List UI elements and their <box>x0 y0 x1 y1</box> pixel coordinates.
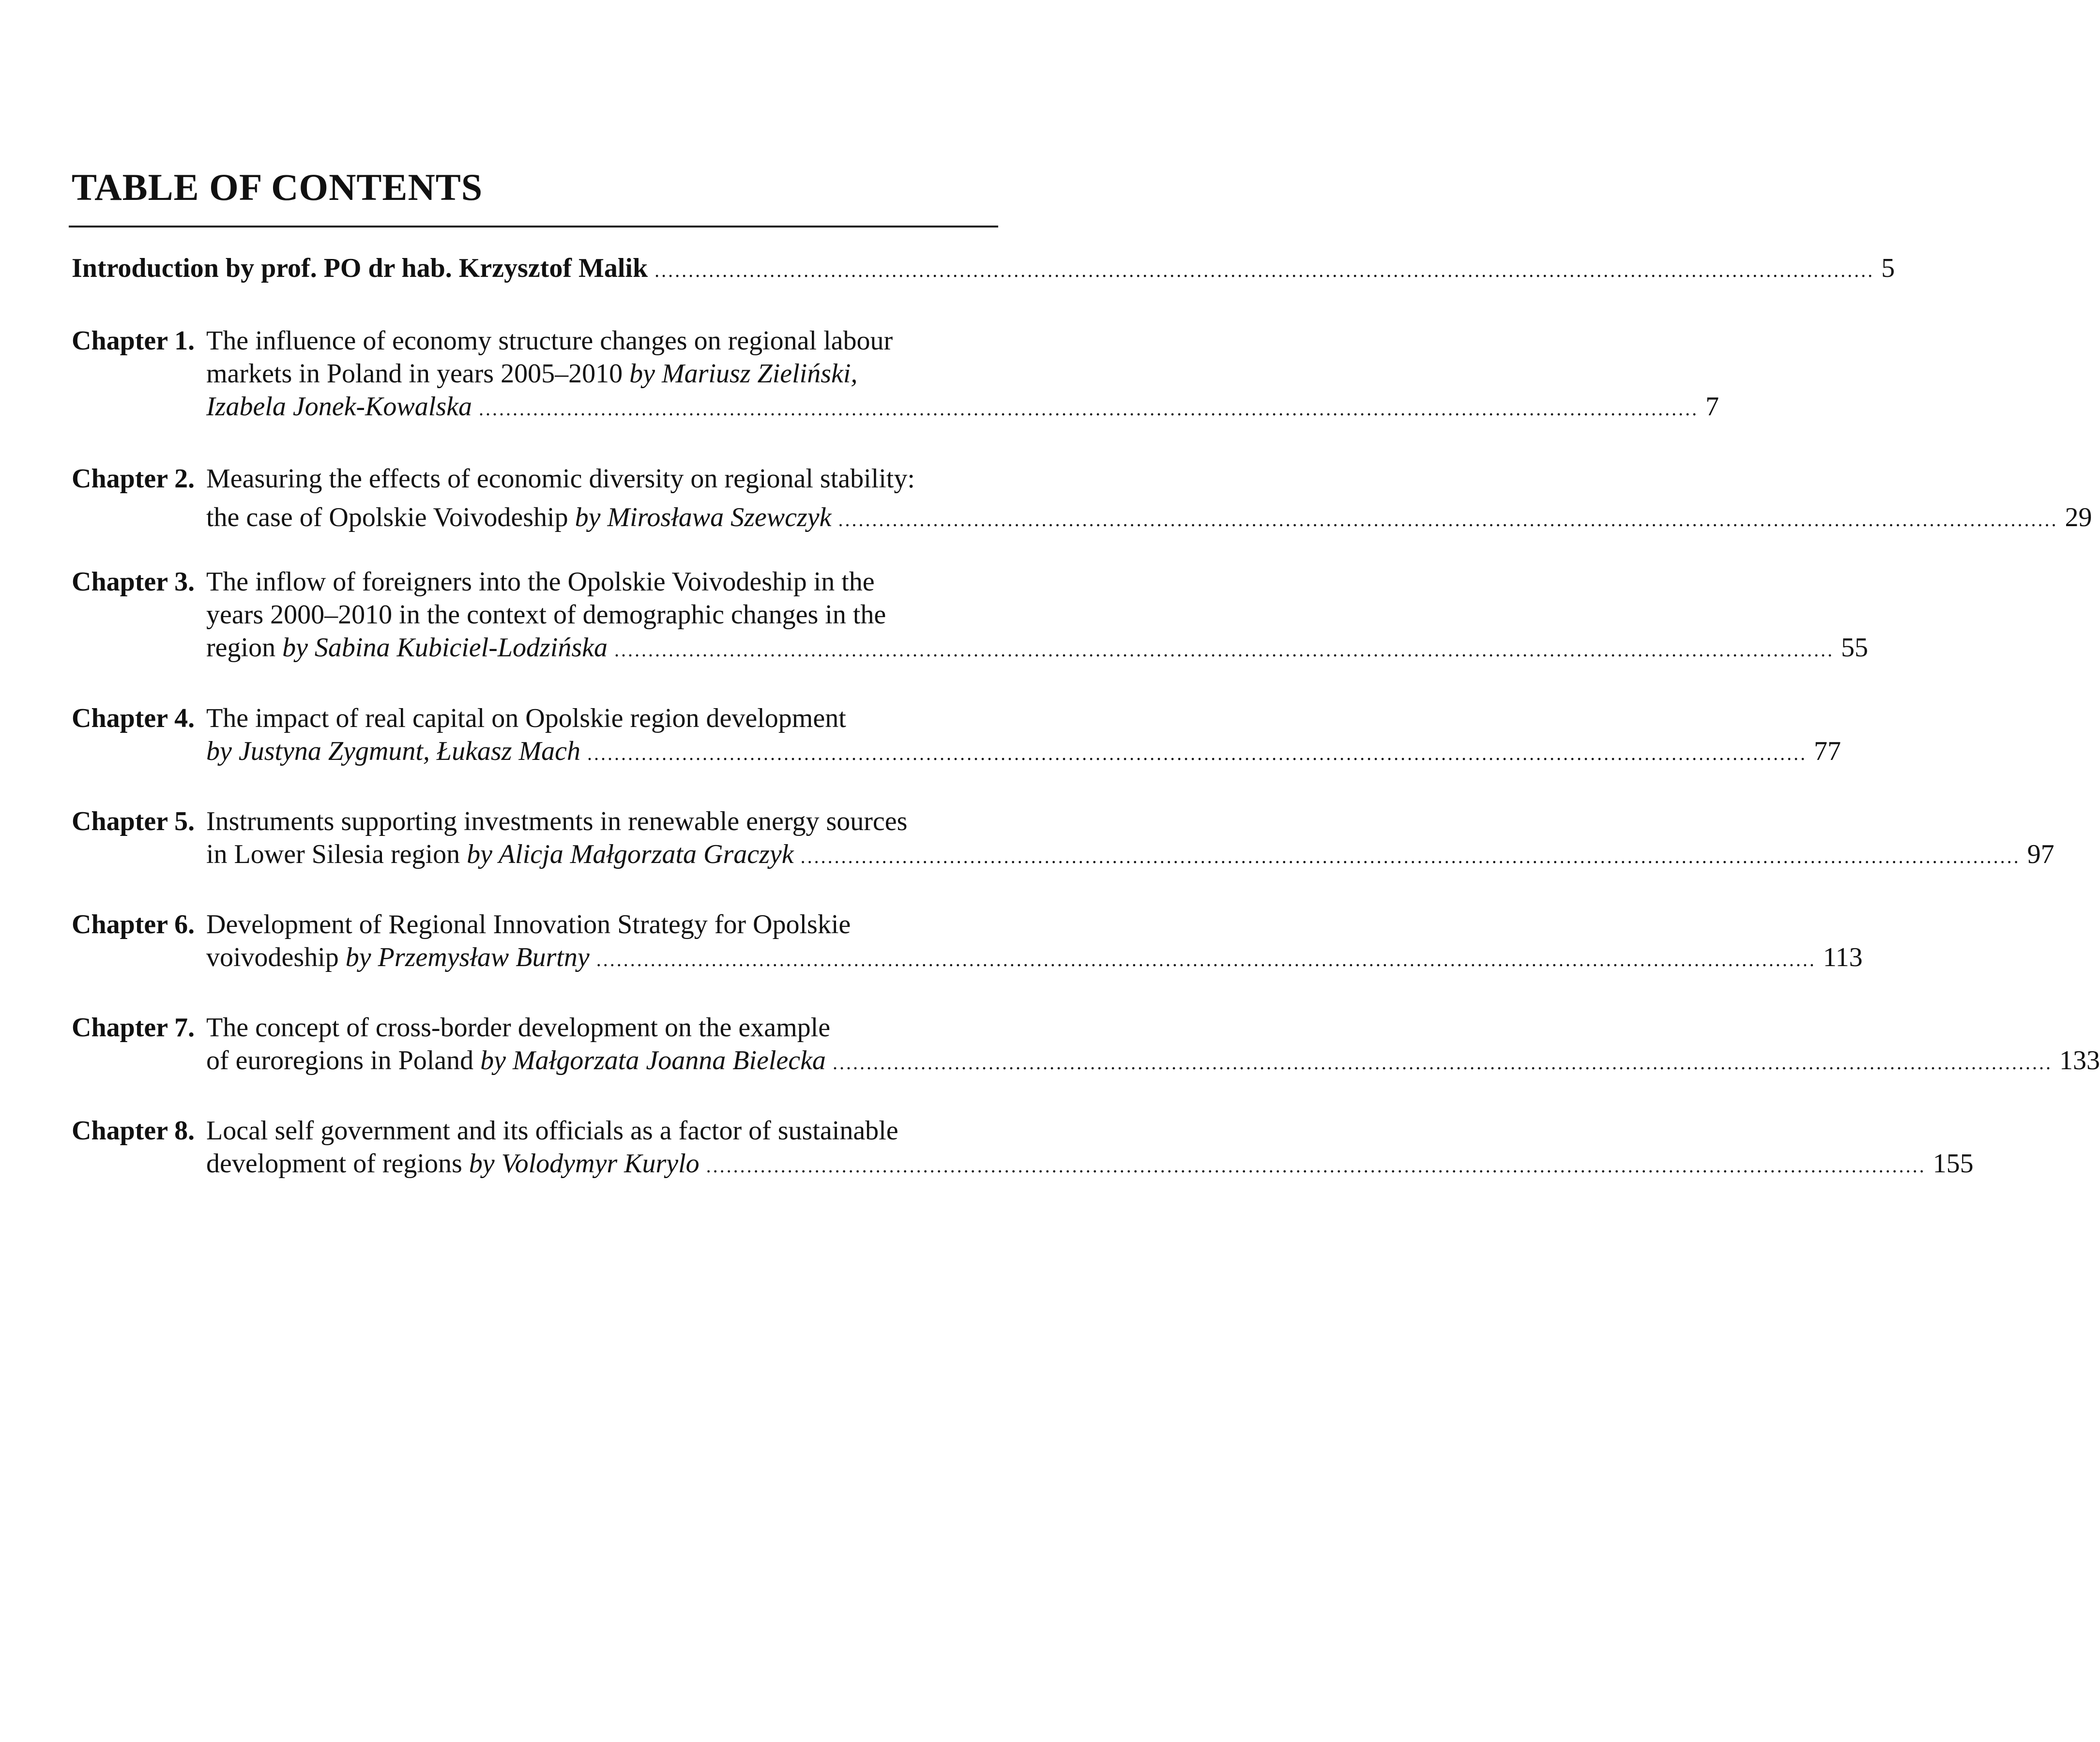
title-divider <box>69 226 998 227</box>
chapter-author: by Mariusz Zieliński, <box>629 359 858 389</box>
leader-dots: .................................................................................................................................................................................... <box>832 1052 2053 1074</box>
chapter-author: by Mirosława Szewczyk <box>575 502 832 532</box>
chapter-title-line: The inflow of foreigners into the Opolskie Voivodeship in the <box>206 567 875 597</box>
chapter-title-line: the case of Opolskie Voivodeship <box>206 502 575 532</box>
chapter-title-line: development of regions <box>206 1149 469 1179</box>
page-number: 97 <box>2027 839 2054 869</box>
page-number: 133 <box>2059 1045 2100 1075</box>
toc-entry-chapter-3[interactable] <box>72 565 1869 664</box>
leader-dots: .................................................................................................................................................................................... <box>478 398 1699 420</box>
leader-dots: .................................................................................................................................................................................... <box>800 846 2021 867</box>
leader-dots: .................................................................................................................................................................................... <box>706 1155 1926 1177</box>
leader-dots: .................................................................................................................................................................................... <box>587 742 1808 764</box>
page-number: 155 <box>1933 1149 1974 1179</box>
toc-entry-chapter-8[interactable] <box>72 1114 1974 1180</box>
introduction-text: Introduction by prof. PO dr hab. Krzysztof Malik <box>72 253 648 283</box>
chapter-label: Chapter 2. <box>72 464 195 494</box>
chapter-label: Chapter 8. <box>72 1116 195 1146</box>
chapter-title-line: Development of Regional Innovation Strategy for Opolskie <box>206 909 851 939</box>
leader-dots: .................................................................................................................................................................................... <box>838 509 2058 530</box>
leader-dots: .................................................................................................................................................................................... <box>596 949 1816 970</box>
chapter-title-line: Local self government and its officials as a factor of sustainable <box>206 1116 898 1146</box>
page-title: TABLE OF CONTENTS <box>72 166 483 208</box>
chapter-title-line: markets in Poland in years 2005–2010 <box>206 359 630 389</box>
chapter-author: by Małgorzata Joanna Bielecka <box>480 1045 826 1075</box>
toc-entry-chapter-1[interactable] <box>72 324 1719 423</box>
chapter-label: Chapter 6. <box>72 909 195 939</box>
chapter-title-line: Instruments supporting investments in renewable energy sources <box>206 806 908 836</box>
chapter-title-line: The impact of real capital on Opolskie region development <box>206 703 846 733</box>
chapter-author: Izabela Jonek-Kowalska <box>206 392 472 422</box>
chapter-author: by Alicja Małgorzata Graczyk <box>467 839 794 869</box>
leader-dots: .................................................................................................................................................................................... <box>654 259 1875 281</box>
chapter-author: by Przemysław Burtny <box>345 942 590 972</box>
chapter-author: by Sabina Kubiciel-Lodzińska <box>282 633 608 663</box>
chapter-title-line: voivodeship <box>206 942 346 972</box>
chapter-label: Chapter 1. <box>72 326 195 356</box>
page-number: 7 <box>1705 392 1719 422</box>
toc-entry-chapter-7[interactable] <box>72 1011 2100 1077</box>
chapter-label: Chapter 4. <box>72 703 195 733</box>
toc-entry-chapter-2[interactable] <box>72 462 2092 534</box>
page-number: 29 <box>2065 502 2092 532</box>
chapter-label: Chapter 3. <box>72 567 195 597</box>
chapter-title-line: years 2000–2010 in the context of demographic changes in the <box>206 600 886 630</box>
leader-dots: .................................................................................................................................................................................... <box>614 639 1835 661</box>
chapter-title-line: of euroregions in Poland <box>206 1045 481 1075</box>
toc-entry-introduction[interactable] <box>72 252 1895 285</box>
chapter-author: by Volodymyr Kurylo <box>469 1149 700 1179</box>
chapter-author: by Justyna Zygmunt, Łukasz Mach <box>206 736 581 766</box>
chapter-title-line: in Lower Silesia region <box>206 839 467 869</box>
toc-entry-chapter-6[interactable] <box>72 908 1863 974</box>
chapter-title-line: The influence of economy structure changes on regional labour <box>206 326 893 356</box>
page-number: 5 <box>1881 253 1895 283</box>
chapter-label: Chapter 7. <box>72 1013 195 1043</box>
toc-entry-chapter-4[interactable] <box>72 702 1841 768</box>
page-number: 55 <box>1841 633 1869 663</box>
chapter-title-line: region <box>206 633 283 663</box>
chapter-title-line: Measuring the effects of economic diversity on regional stability: <box>206 464 915 494</box>
chapter-title-line: The concept of cross-border development on the example <box>206 1013 831 1043</box>
chapter-label: Chapter 5. <box>72 806 195 836</box>
page-number: 77 <box>1814 736 1841 766</box>
page-number: 113 <box>1823 942 1863 972</box>
toc-entry-chapter-5[interactable] <box>72 805 2054 871</box>
